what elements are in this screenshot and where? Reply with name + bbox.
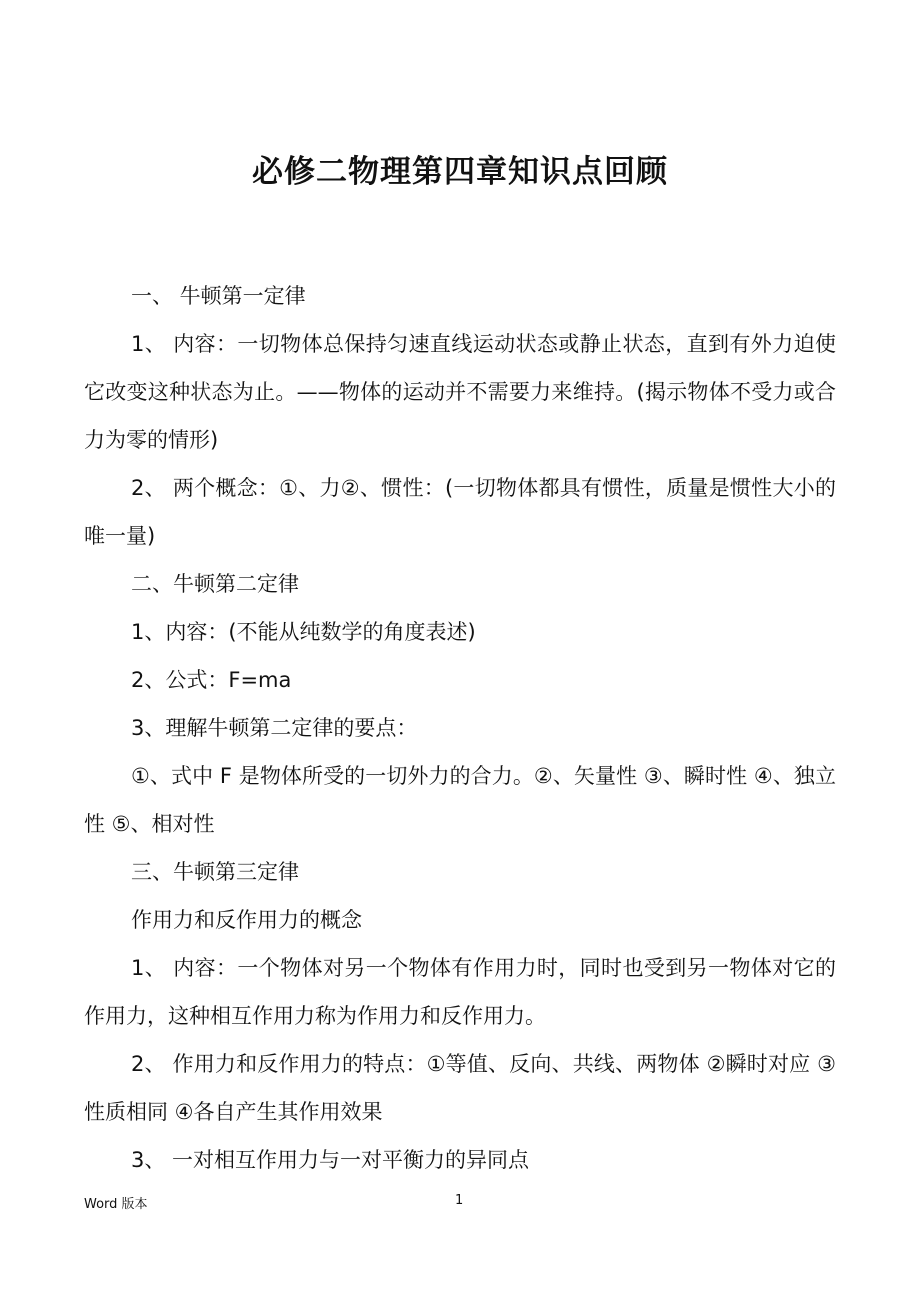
document-body xyxy=(84,272,836,1184)
paragraph: ①、式中 F 是物体所受的一切外力的合力。②、矢量性 ③、瞬时性 ④、独立性 ⑤、相对性 xyxy=(84,764,836,836)
section-heading-3: 三、牛顿第三定律 xyxy=(131,860,299,884)
paragraph: 1、 内容：一个物体对另一个物体有作用力时，同时也受到另一物体对它的作用力，这种相互作用力称为作用力和反作用力。 xyxy=(84,956,836,1028)
paragraph: 3、理解牛顿第二定律的要点： xyxy=(131,716,418,740)
paragraph: 2、 两个概念：①、力②、惯性：(一切物体都具有惯性，质量是惯性大小的唯一量) xyxy=(84,476,836,548)
paragraph: 1、内容：(不能从纯数学的角度表述) xyxy=(131,620,476,644)
paragraph: 作用力和反作用力的概念 xyxy=(131,908,362,932)
section-heading-1: 一、 牛顿第一定律 xyxy=(131,284,306,308)
paragraph: 2、公式：F=ma xyxy=(131,668,292,692)
footer-version-label: Word 版本 xyxy=(84,1197,148,1212)
paragraph: 2、 作用力和反作用力的特点：①等值、反向、共线、两物体 ②瞬时对应 ③性质相同 ④各自产生其作用效果 xyxy=(84,1052,836,1124)
section-heading-2: 二、牛顿第二定律 xyxy=(131,572,299,596)
paragraph: 1、 内容：一切物体总保持匀速直线运动状态或静止状态，直到有外力迫使它改变这种状态为止。——物体的运动并不需要力来维持。(揭示物体不受力或合力为零的情形) xyxy=(84,332,836,452)
page-number: 1 xyxy=(455,1193,464,1208)
paragraph: 3、 一对相互作用力与一对平衡力的异同点 xyxy=(131,1148,530,1172)
document-title: 必修二物理第四章知识点回顾 xyxy=(252,154,668,190)
